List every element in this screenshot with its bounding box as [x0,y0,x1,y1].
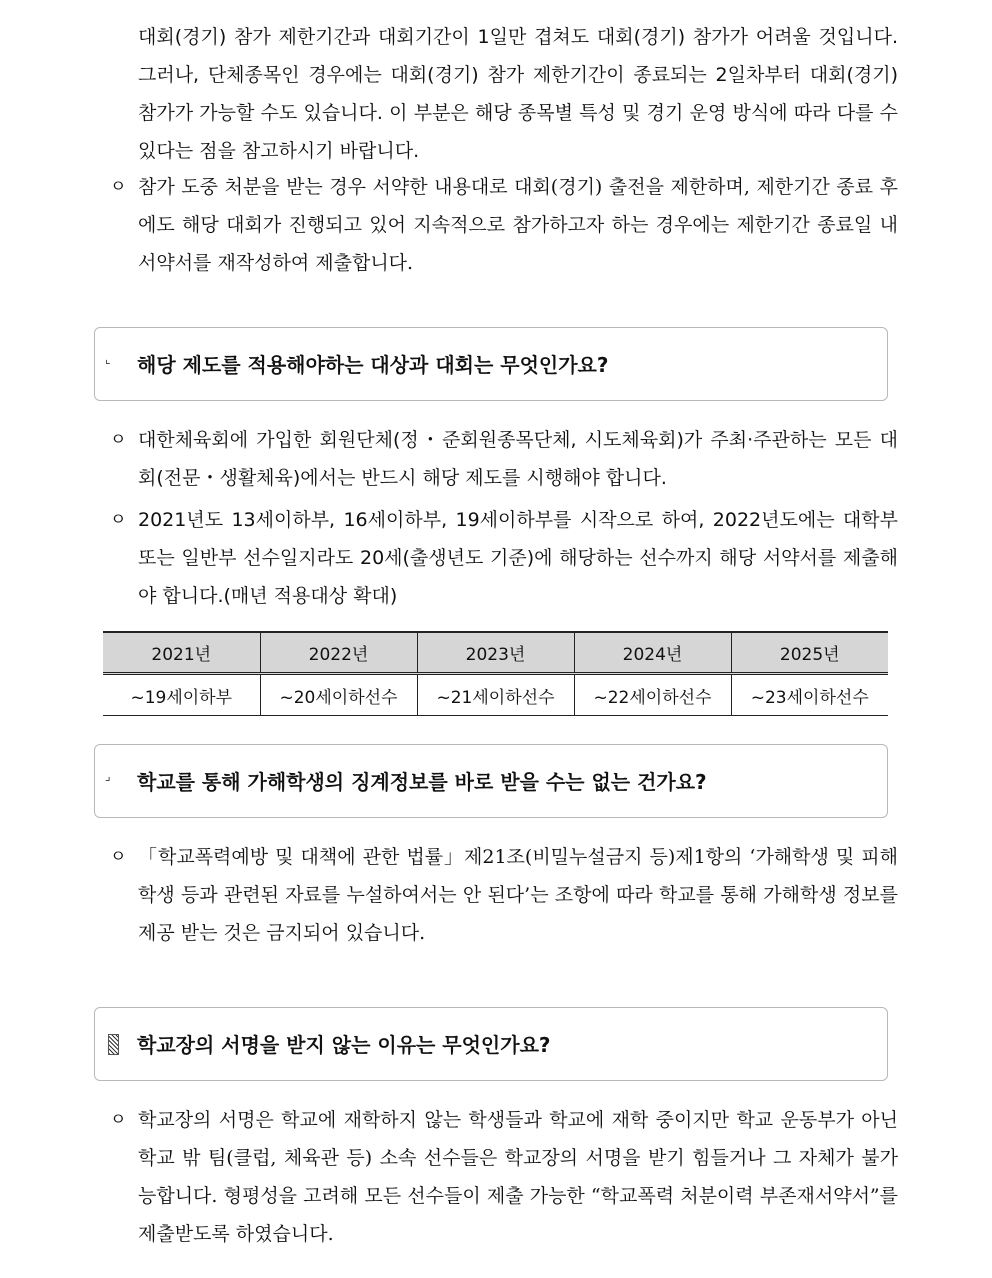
question-title: 학교장의 서명을 받지 않는 이유는 무엇인가요? [137,1033,551,1057]
bullet-paragraph: 대한체육회에 가입한 회원단체(정・준회원종목단체, 시도체육회)가 주최·주관하는 모든 대회(전문・생활체육)에서는 반드시 해당 제도를 시행해야 합니다. [138,429,898,489]
table-cell: ~19세이하부 [103,674,260,716]
question-box-2 [94,744,888,818]
bullet-paragraph: 「학교폭력예방 및 대책에 관한 법률」제21조(비밀누설금지 등)제1항의 ‘가해학생 및 피해학생 등과 관련된 자료를 누설하여서는 안 된다’는 조항에 따라 학교를 통해 가해학생 정보를 제공 받는 것은 금지되어 있습니다. [138,846,898,944]
question-title: 해당 제도를 적용해야하는 대상과 대회는 무엇인가요? [137,353,609,377]
table-cell: ~22세이하선수 [574,674,731,716]
age-target-table [103,631,888,716]
question-marker-icon: ⌟ [105,769,111,783]
table-cell: ~21세이하선수 [417,674,574,716]
table-header-cell: 2024년 [574,632,731,674]
question-title: 학교를 통해 가해학생의 징계정보를 바로 받을 수는 없는 건가요? [137,770,707,794]
table-row [103,674,888,716]
table-header-cell: 2021년 [103,632,260,674]
table-header-cell: 2022년 [260,632,417,674]
continuation-paragraph: 대회(경기) 참가 제한기간과 대회기간이 1일만 겹쳐도 대회(경기) 참가가 어려울 것입니다. 그러나, 단체종목인 경우에는 대회(경기) 참가 제한기간이 종료되는 2일차부터 대회(경기) 참가가 가능할 수도 있습니다. 이 부분은 해당 종목별 특성 및 경기 운영 방식에 따라 다를 수 있다는 점을 참고하시기 바랍니다. [138,26,898,162]
table-header-cell: 2025년 [731,632,888,674]
bullet-marker: ㅇ [110,177,127,197]
table-header-row [103,632,888,674]
bullet-marker: ㅇ [110,430,127,450]
bullet-marker: ㅇ [110,1110,127,1130]
question-box-3 [94,1007,888,1081]
bullet-marker: ㅇ [110,847,127,867]
question-box-1 [94,327,888,401]
table-cell: ~20세이하선수 [260,674,417,716]
bullet-paragraph: 학교장의 서명은 학교에 재학하지 않는 학생들과 학교에 재학 중이지만 학교 운동부가 아닌 학교 밖 팀(클럽, 체육관 등) 소속 선수들은 학교장의 서명을 받기 힘들거나 그 자체가 불가능합니다. 형평성을 고려해 모든 선수들이 제출 가능한 “학교폭력 처분이력 부존재서약서”를 제출받도록 하였습니다. [138,1109,898,1245]
bullet-paragraph: 참가 도중 처분을 받는 경우 서약한 내용대로 대회(경기) 출전을 제한하며, 제한기간 종료 후에도 해당 대회가 진행되고 있어 지속적으로 참가하고자 하는 경우에는 제한기간 종료일 내 서약서를 재작성하여 제출합니다. [138,176,898,274]
hatched-marker-icon [108,1034,119,1055]
question-marker-icon: ⌞ [105,352,111,366]
table-cell: ~23세이하선수 [731,674,888,716]
bullet-marker: ㅇ [110,510,127,530]
table-header-cell: 2023년 [417,632,574,674]
bullet-paragraph: 2021년도 13세이하부, 16세이하부, 19세이하부를 시작으로 하여, 2022년도에는 대학부 또는 일반부 선수일지라도 20세(출생년도 기준)에 해당하는 선수까지 해당 서약서를 제출해야 합니다.(매년 적용대상 확대) [138,509,898,607]
